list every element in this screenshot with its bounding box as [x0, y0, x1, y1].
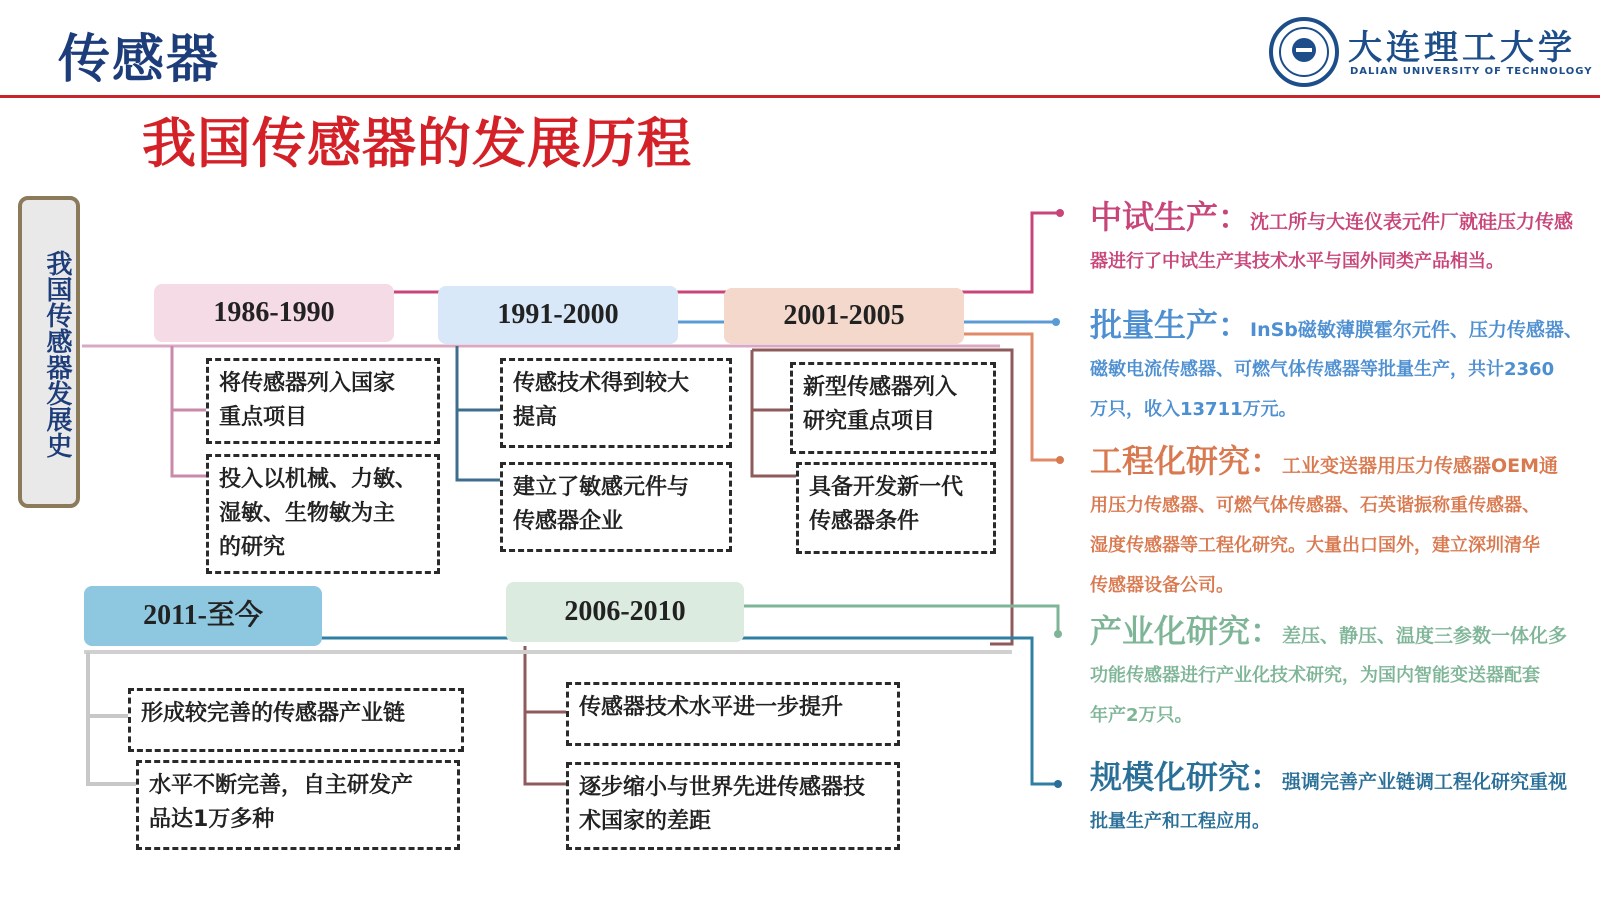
period-2001-2005: 2001-2005: [724, 288, 964, 344]
item-2011-1: 形成较完善的传感器产业链: [128, 688, 464, 752]
page-header-title: 传感器: [58, 30, 221, 90]
university-name-en: DALIAN UNIVERSITY OF TECHNOLOGY: [1350, 66, 1593, 77]
stage-pilot-production: [1090, 192, 1590, 282]
period-2006-2010: 2006-2010: [506, 582, 744, 642]
slide-subtitle: 我国传感器的发展历程: [142, 112, 692, 175]
stage-mass-production: 批量生产：InSb磁敏薄膜霍尔元件、压力传感器、 磁敏电流传感器、可燃气体传感器等批量生产，共计2360 万只，收入13711万元。: [1090, 306, 1583, 420]
stage-industrialization-research: 产业化研究：差压、静压、温度三参数一体化多 功能传感器进行产业化技术研究，为国内智能变送器配套 年产2万只。: [1090, 612, 1568, 726]
stage-line-0: 中试生产：沈工所与大连仪表元件厂就硅压力传感: [1090, 198, 1574, 236]
item-2006-2: 逐步缩小与世界先进传感器技 术国家的差距: [566, 762, 900, 850]
item-1986-2: 投入以机械、力敏、 湿敏、生物敏为主 的研究: [206, 454, 440, 574]
vertical-title: 我国传感器发展史: [42, 250, 72, 458]
period-1986-1990: 1986-1990: [154, 284, 394, 342]
university-seal-icon: [1268, 16, 1340, 88]
item-2001-2: 具备开发新一代 传感器条件: [796, 462, 996, 554]
period-2011-present: 2011-至今: [84, 586, 322, 646]
stage-engineering-research: 工程化研究：工业变送器用压力传感器OEM通 用压力传感器、可燃气体传感器、石英谐振称重传感器、 湿度传感器等工程化研究。大量出口国外，建立深圳清华 传感器设备公司。: [1090, 442, 1559, 596]
item-2006-1: 传感器技术水平进一步提升: [566, 682, 900, 746]
vertical-title-box: [18, 196, 80, 508]
item-2011-2: 水平不断完善，自主研发产 品达1万多种: [136, 760, 460, 850]
item-1991-2: 建立了敏感元件与 传感器企业: [500, 462, 732, 552]
university-logo: [1268, 16, 1593, 88]
period-1991-2000: 1991-2000: [438, 286, 678, 344]
university-name-cn: 大连理工大学: [1348, 28, 1576, 68]
item-1986-1: 将传感器列入国家 重点项目: [206, 358, 440, 444]
item-2001-1: 新型传感器列入 研究重点项目: [790, 362, 996, 454]
stage-scale-research: 规模化研究：强调完善产业链调工程化研究重视 批量生产和工程应用。: [1090, 758, 1568, 832]
header-divider: [0, 95, 1600, 98]
item-1991-1: 传感技术得到较大 提高: [500, 358, 732, 448]
stage-line-1: 器进行了中试生产其技术水平与国外同类产品相当。: [1090, 251, 1504, 272]
